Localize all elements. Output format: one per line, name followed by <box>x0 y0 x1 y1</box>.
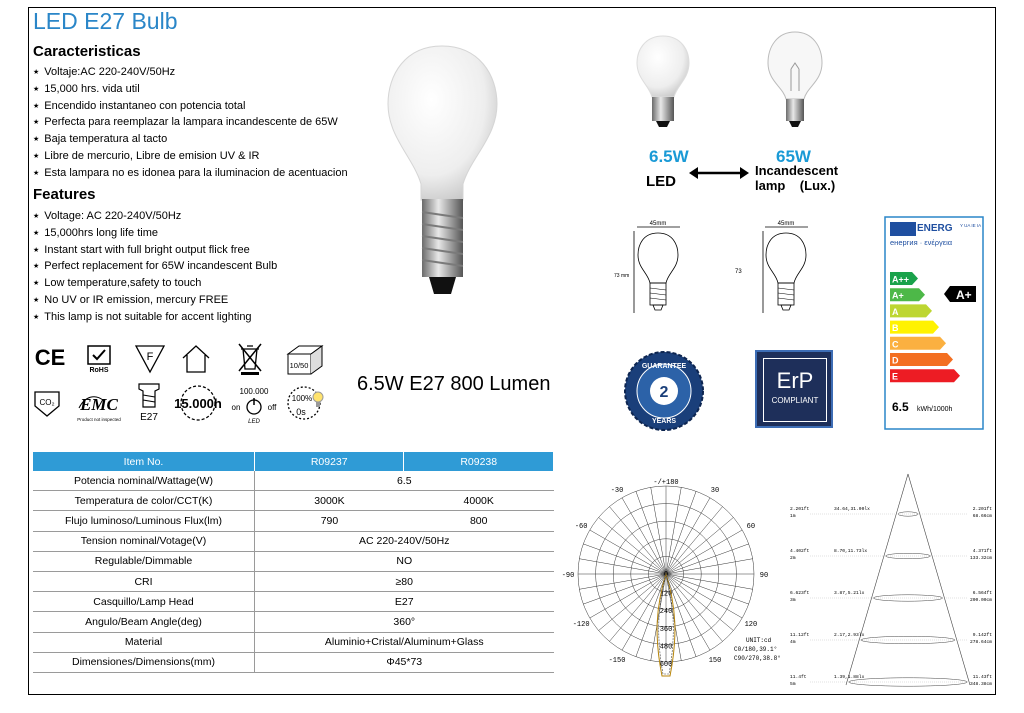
incandescent-label-line1: Incandescent <box>755 163 839 178</box>
illuminance-cone-diagram <box>786 470 996 695</box>
list-item: ★ 15,000hrs long life time <box>33 225 277 242</box>
polar-label: -150 <box>608 656 626 665</box>
dimension-drawing-led <box>612 217 702 317</box>
table-header-cell: R09238 <box>404 452 554 471</box>
table-row-label: Dimensiones/Dimensions(mm) <box>33 652 255 672</box>
table-cell: NO <box>255 551 554 571</box>
cone-label: 133.32cm <box>969 556 992 561</box>
cone-label: 34.64,31.00lx <box>834 507 870 512</box>
list-item: ★ Voltaje:AC 220-240V/50Hz <box>33 64 348 81</box>
emc-sublabel: Product not inspected <box>77 417 121 422</box>
polar-label: -30 <box>610 487 624 496</box>
dimension-width-label: 45mm <box>649 221 667 227</box>
energy-subheader: енергия · ενέργεια <box>890 238 953 247</box>
cone-label: 348.38cm <box>969 682 992 687</box>
polar-label: -120 <box>572 621 590 629</box>
switch-cycles-label: 100.000 <box>239 387 269 396</box>
polar-legend-unit: UNIT:cd <box>746 637 772 644</box>
cone-label: 278.64cm <box>969 640 992 645</box>
list-item: ★ Esta lampara no es idonea para la iluminacion de acentuacion <box>33 165 348 182</box>
table-row-label: CRI <box>33 571 255 591</box>
e27-socket-icon <box>136 381 162 423</box>
cone-label: 11.43ft <box>972 675 992 680</box>
incandescent-label-lux: (Lux.) <box>799 178 836 193</box>
lifetime-hours-icon <box>172 383 224 423</box>
list-item: ★ No UV or IR emission, mercury FREE <box>33 292 277 309</box>
rohs-icon <box>84 344 114 374</box>
polar-label: 30 <box>710 487 720 496</box>
cone-label: 68.66cm <box>972 514 992 519</box>
energy-label <box>884 216 984 430</box>
table-cell: Φ45*73 <box>255 652 554 672</box>
energy-class-label: D <box>892 355 899 366</box>
instant-seconds-label: 0s <box>296 407 306 417</box>
guarantee-top-label: GUARANTEE <box>641 363 687 370</box>
guarantee-seal-icon <box>623 350 705 432</box>
dimension-drawing-alt <box>733 217 823 317</box>
energy-class-label: A <box>892 306 899 317</box>
energy-class-bar <box>890 353 953 366</box>
eu-flag-icon <box>890 222 916 236</box>
list-item: ★ Instant start with full bright output flick free <box>33 242 277 259</box>
co2-label: CO₂ <box>39 398 55 407</box>
cone-label: 2.17,2.93lx <box>834 633 865 638</box>
led-label: LED <box>646 173 676 190</box>
instant-start-icon <box>286 383 328 423</box>
cone-label: 2.201ft <box>972 507 992 512</box>
polar-legend-c90: C90/270,38.8° <box>734 655 781 662</box>
f-mark-label: F <box>146 351 154 363</box>
table-row-label: Tension nominal/Votage(V) <box>33 531 255 551</box>
package-quantity-icon <box>285 344 325 376</box>
dimension-height-label: 73 mm <box>614 273 630 279</box>
table-cell: 3000K <box>255 491 404 511</box>
list-item: ★ Libre de mercurio, Libre de emision UV & IR <box>33 148 348 165</box>
table-header-cell: Item No. <box>33 452 255 471</box>
cone-label: 4.402ft <box>790 549 810 554</box>
indoor-use-icon <box>180 343 212 375</box>
polar-label: -90 <box>561 572 575 580</box>
emc-label: EMC <box>80 395 118 414</box>
rohs-label: RoHS <box>89 367 109 374</box>
table-row <box>33 612 554 632</box>
table-row <box>33 571 554 591</box>
energy-class-label: A+ <box>892 290 904 301</box>
cone-label: 200.00cm <box>969 598 992 603</box>
cone-label: 4m <box>790 640 796 645</box>
energy-class-label: C <box>892 339 899 350</box>
polar-label: 480 <box>659 643 673 652</box>
table-row <box>33 652 554 672</box>
table-row-label: Angulo/Beam Angle(deg) <box>33 612 255 632</box>
incandescent-label-line2 <box>755 178 838 193</box>
incandescent-label-lamp: lamp <box>755 178 786 193</box>
cone-label: 2m <box>790 556 796 561</box>
polar-label: 60 <box>746 523 756 531</box>
erp-badge <box>755 350 833 428</box>
cone-label: 1m <box>790 514 796 519</box>
led-wattage: 6.5W <box>649 147 689 166</box>
table-row-label: Temperatura de color/CCT(K) <box>33 491 255 511</box>
incandescent-label <box>755 163 838 193</box>
cone-label: 4.371ft <box>972 549 992 554</box>
list-item: ★ Voltage: AC 220-240V/50Hz <box>33 208 277 225</box>
table-header-cell: R09237 <box>255 452 404 471</box>
table-cell: E27 <box>255 592 554 612</box>
table-cell: ≥80 <box>255 571 554 591</box>
es-feature-list <box>33 64 348 182</box>
polar-label: 120 <box>659 590 673 599</box>
cone-label: 3m <box>790 598 796 603</box>
energy-consumption: 6.5 <box>892 400 909 414</box>
table-cell: 6.5 <box>255 471 554 491</box>
list-item: ★ Encendido instantaneo con potencia total <box>33 98 348 115</box>
en-feature-list <box>33 208 277 326</box>
package-quantity-label: 10/50 <box>289 361 309 370</box>
list-item: ★ 15,000 hrs. vida util <box>33 81 348 98</box>
spec-table-body <box>33 471 554 672</box>
table-row <box>33 471 554 491</box>
table-row <box>33 511 554 531</box>
polar-label: -/+180 <box>653 479 679 487</box>
cone-label: 11.12ft <box>790 633 810 638</box>
table-row-label: Casquillo/Lamp Head <box>33 592 255 612</box>
energy-header-sup: Y UA IE IA <box>960 223 982 228</box>
e27-label: E27 <box>140 412 158 423</box>
cone-label: 1.39,1.88lx <box>834 675 865 680</box>
cone-label: 8.70,11.73lx <box>834 549 868 554</box>
en-heading: Features <box>33 186 96 203</box>
polar-label: 0 <box>663 571 669 579</box>
incandescent-wattage: 65W <box>776 147 811 166</box>
guarantee-years-number: 2 <box>659 384 669 401</box>
table-row <box>33 491 554 511</box>
switch-led-label: LED <box>248 419 260 425</box>
table-row-label: Flujo luminoso/Luminous Flux(lm) <box>33 511 255 531</box>
polar-label: 90 <box>759 572 769 580</box>
product-bulb-image <box>385 42 500 297</box>
cone-label: 6.623ft <box>790 591 810 596</box>
energy-class-label: E <box>892 371 899 382</box>
cone-label: 9.142ft <box>972 633 992 638</box>
list-item: ★ Low temperature,safety to touch <box>33 275 277 292</box>
table-cell: 800 <box>404 511 554 531</box>
polar-label: 240 <box>659 608 673 617</box>
erp-label: ErP <box>776 368 814 393</box>
energy-rating: A+ <box>956 288 972 302</box>
energy-class-label: B <box>892 323 899 334</box>
f-mark-icon <box>134 344 166 374</box>
table-header-row <box>33 452 554 471</box>
erp-badge-inner <box>763 358 827 422</box>
switch-on-label: on <box>231 403 241 412</box>
energy-unit: kWh/1000h <box>917 406 953 413</box>
weee-bin-icon <box>236 341 264 375</box>
table-cell: 790 <box>255 511 404 531</box>
energy-class-bar <box>890 369 960 382</box>
list-item: ★ Perfecta para reemplazar la lampara incandescente de 65W <box>33 114 348 131</box>
polar-label: 600 <box>659 661 673 669</box>
comparison-arrow-icon <box>688 164 750 182</box>
polar-label: 150 <box>708 656 722 665</box>
table-cell: Aluminio+Cristal/Aluminum+Glass <box>255 632 554 652</box>
energy-header: ENERG <box>917 223 953 234</box>
cone-label: 11.4ft <box>790 675 807 680</box>
cone-label: 3.87,5.21lx <box>834 591 865 596</box>
table-row <box>33 632 554 652</box>
dimension-height-label-2: 73 <box>735 269 742 275</box>
list-item: ★ Baja temperatura al tacto <box>33 131 348 148</box>
table-row <box>33 551 554 571</box>
polar-label: 120 <box>744 621 758 629</box>
erp-sublabel: COMPLIANT <box>771 396 819 405</box>
dimension-width-label-2: 45mm <box>777 221 795 227</box>
table-row <box>33 592 554 612</box>
list-item: ★ Perfect replacement for 65W incandescent Bulb <box>33 258 277 275</box>
led-bulb-small-image <box>633 33 693 128</box>
spec-table <box>33 452 554 673</box>
polar-label: 360 <box>659 625 673 634</box>
polar-label: -60 <box>574 523 588 531</box>
switch-off-label: off <box>267 403 277 412</box>
lumen-headline: 6.5W E27 800 Lumen <box>357 373 551 395</box>
polar-legend-c0: C0/180,39.1° <box>734 646 778 653</box>
polar-light-distribution-diagram <box>561 476 794 696</box>
es-heading: Caracteristicas <box>33 43 141 60</box>
cone-label: 6.564ft <box>972 591 992 596</box>
cone-label: 5m <box>790 682 796 687</box>
table-cell: AC 220-240V/50Hz <box>255 531 554 551</box>
co2-icon <box>32 389 62 419</box>
table-row <box>33 531 554 551</box>
table-row-label: Material <box>33 632 255 652</box>
ce-icon: CE <box>34 345 66 370</box>
guarantee-bottom-label: YEARS <box>651 418 677 425</box>
table-row-label: Potencia nominal/Wattage(W) <box>33 471 255 491</box>
energy-class-label: A++ <box>892 274 910 285</box>
table-cell: 360° <box>255 612 554 632</box>
switch-cycles-icon <box>228 386 280 426</box>
incandescent-bulb-image <box>765 29 825 129</box>
list-item: ★ This lamp is not suitable for accent lighting <box>33 309 277 326</box>
table-cell: 4000K <box>404 491 554 511</box>
lifetime-hours-label: 15.000h <box>174 396 222 411</box>
emc-icon <box>73 388 125 424</box>
page-title: LED E27 Bulb <box>33 8 178 34</box>
cone-label: 2.201ft <box>790 507 810 512</box>
instant-percent-label: 100% <box>291 394 313 403</box>
table-row-label: Regulable/Dimmable <box>33 551 255 571</box>
